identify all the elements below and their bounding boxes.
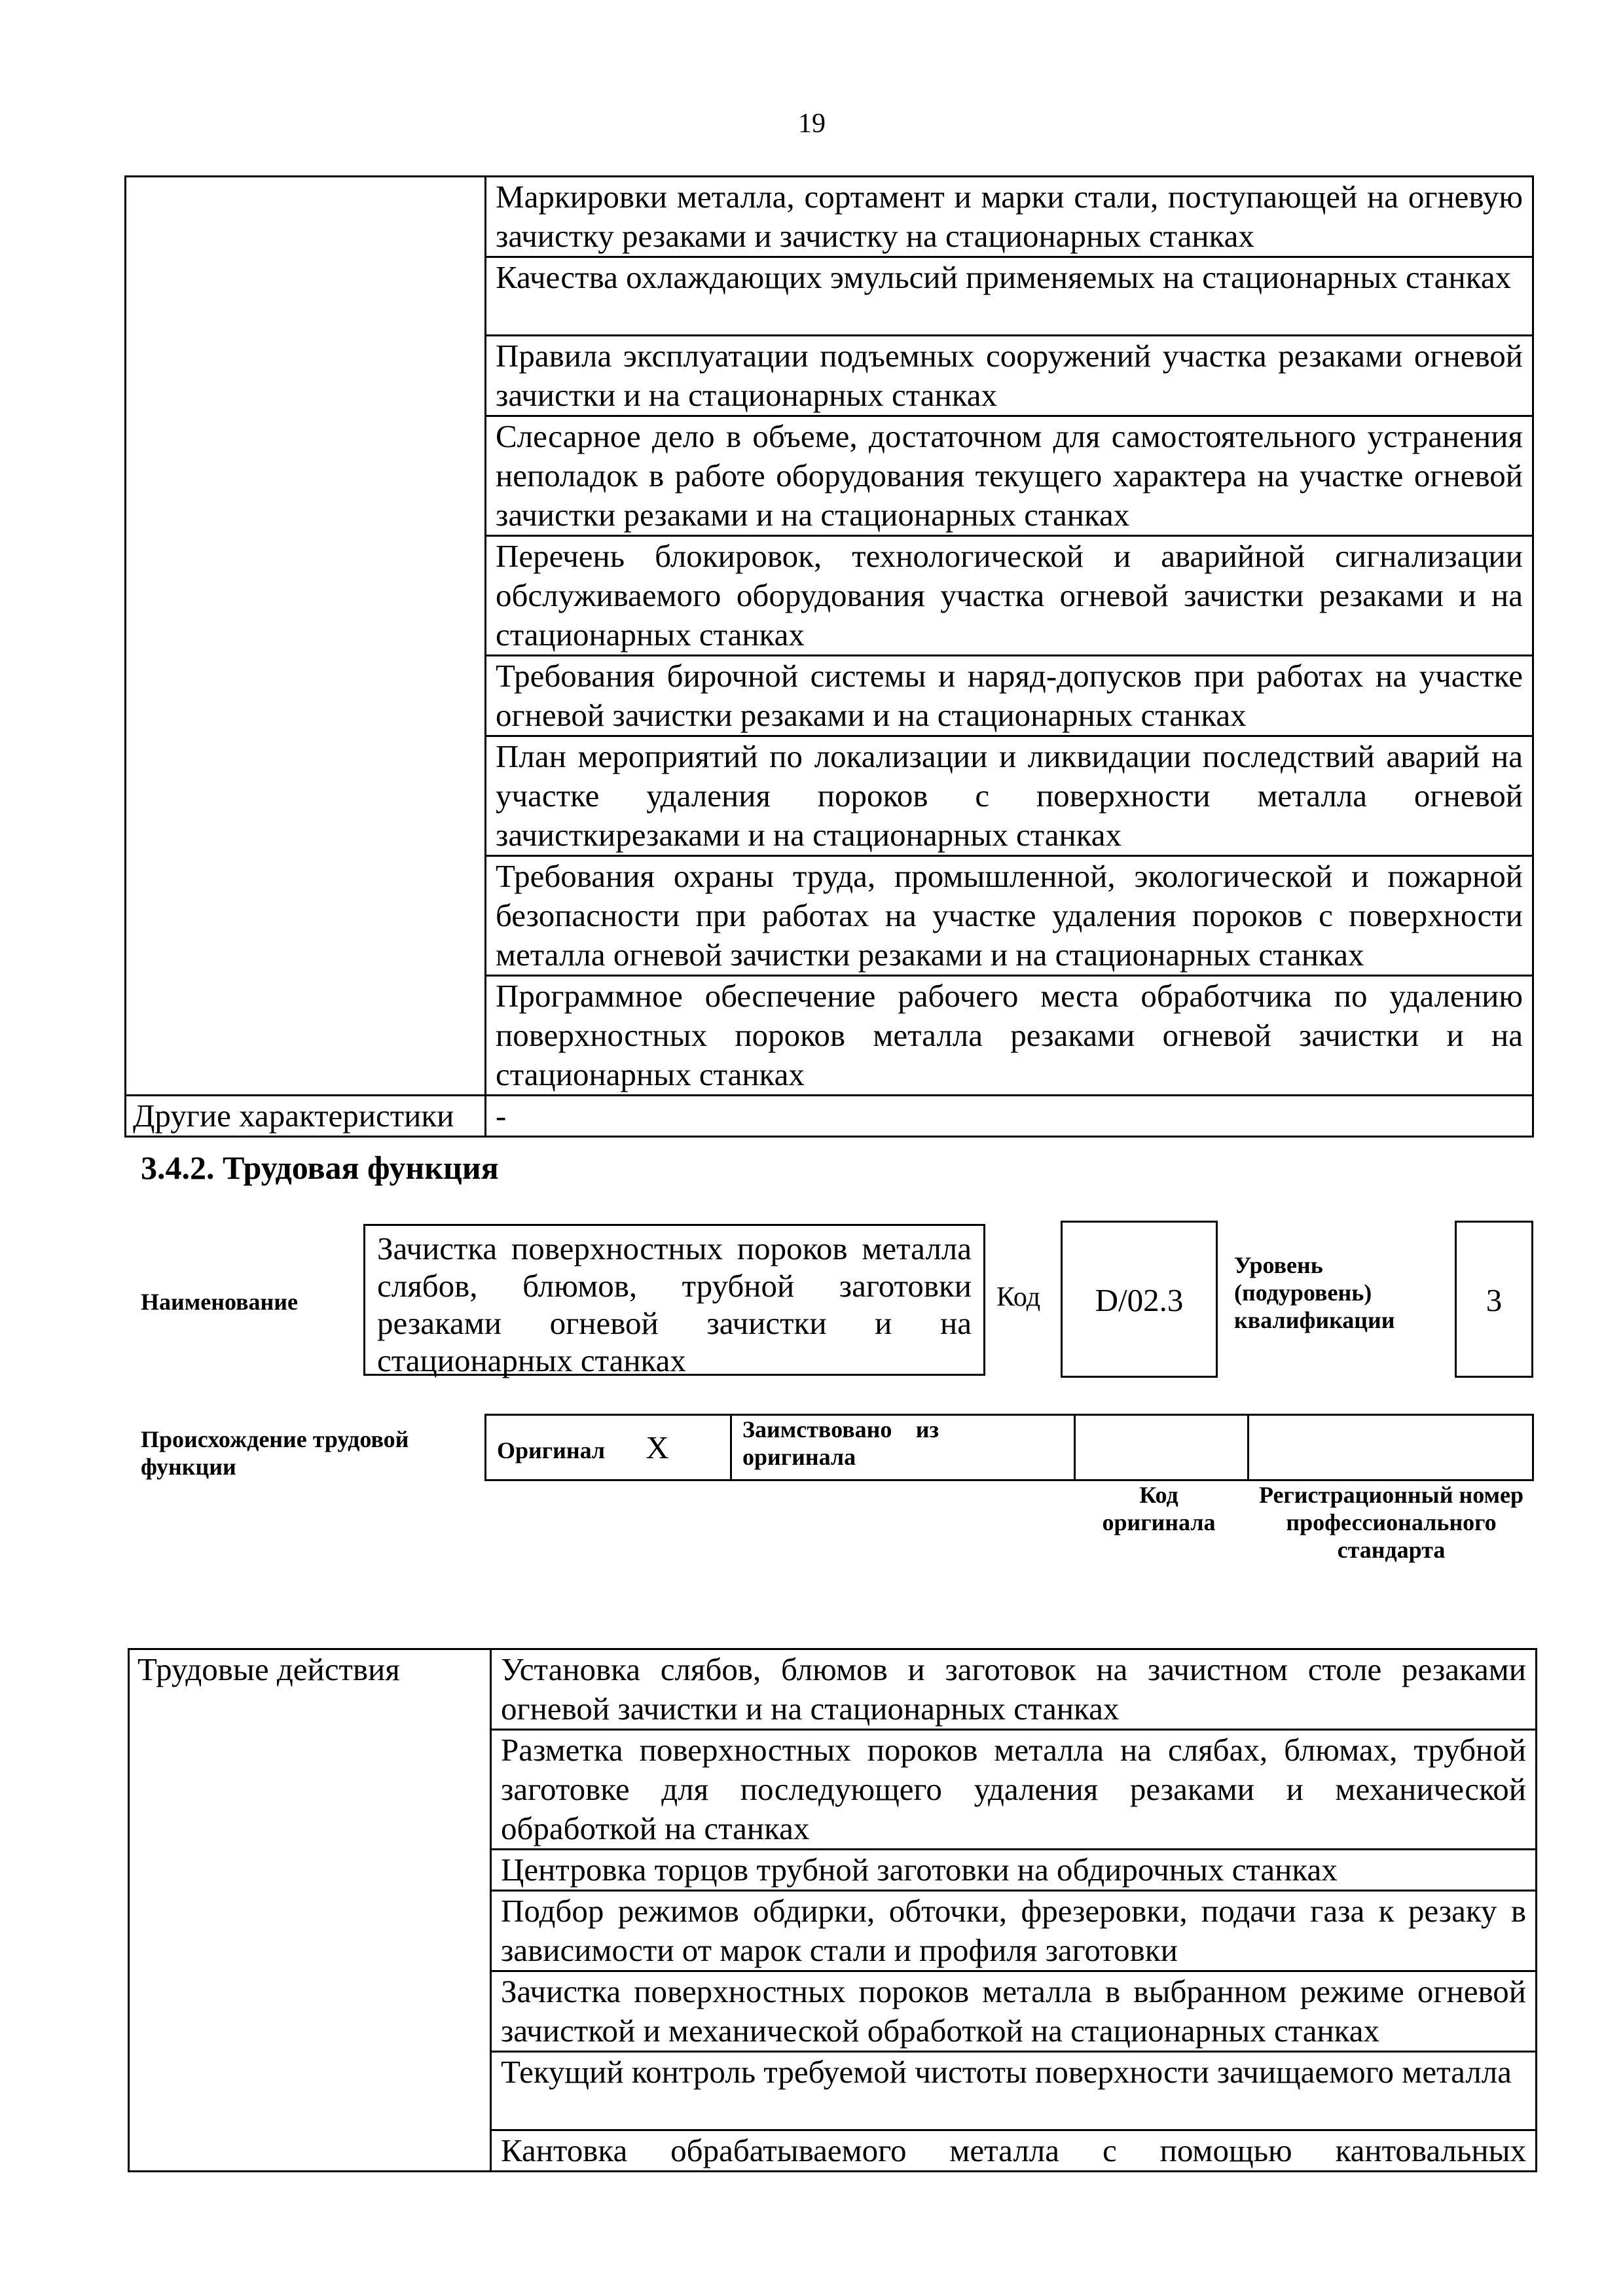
level-label: Уровень (подуровень) квалификации xyxy=(1234,1252,1395,1333)
knowledge-item: Качества охлаждающих эмульсий применяемых на стационарных станках xyxy=(486,257,1533,336)
action-item: Кантовка обрабатываемого металла с помощью кантовальных xyxy=(491,2130,1537,2172)
code-value: D/02.3 xyxy=(1095,1282,1184,1318)
actions-table xyxy=(128,1648,1537,2172)
level-value: 3 xyxy=(1486,1282,1503,1318)
origin-code-cell xyxy=(1075,1415,1249,1480)
knowledge-table xyxy=(124,175,1534,1138)
action-item: Подбор режимов обдирки, обточки, фрезеровки, подачи газа к резаку в зависимости от марок стали и профиля заготовки xyxy=(491,1891,1537,1971)
knowledge-item: Требования бирочной системы и наряд-допусков при работах на участке огневой зачистки резаками и на стационарных станках xyxy=(486,656,1533,736)
knowledge-item: Программное обеспечение рабочего места обработчика по удалению поверхностных пороков металла резаками огневой зачистки и на стационарных станках xyxy=(486,976,1533,1096)
borrowed-label: Заимствовано из оригинала xyxy=(742,1416,939,1470)
reg-number-caption: Регистрационный номер профессионального стандарта xyxy=(1258,1482,1524,1563)
knowledge-item: Слесарное дело в объеме, достаточном для самостоятельного устранения неполадок в работе оборудования текущего характера на участке огневой зачистки резаками и на стационарных станках xyxy=(486,416,1533,536)
section-heading: 3.4.2. Трудовая функция xyxy=(141,1149,499,1186)
code-box xyxy=(1061,1221,1218,1378)
name-label: Наименование xyxy=(141,1289,298,1315)
origin-table xyxy=(484,1414,1534,1481)
action-item: Зачистка поверхностных пороков металла в выбранном режиме огневой зачисткой и механической обработкой на стационарных станках xyxy=(491,1971,1537,2052)
level-box xyxy=(1455,1221,1533,1378)
action-item: Центровка торцов трубной заготовки на обдирочных станках xyxy=(491,1850,1537,1891)
actions-label: Трудовые действия xyxy=(129,1649,491,2172)
origin-original-cell xyxy=(486,1415,731,1480)
action-item: Текущий контроль требуемой чистоты поверхности зачищаемого металла xyxy=(491,2052,1537,2130)
knowledge-item: Перечень блокировок, технологической и аварийной сигнализации обслуживаемого оборудования участка огневой зачистки резаками и на стационарных станках xyxy=(486,536,1533,656)
knowledge-item: Требования охраны труда, промышленной, экологической и пожарной безопасности при работах на участке удаления пороков с поверхности металла огневой зачистки резаками и на стационарных станках xyxy=(486,856,1533,976)
origin-label: Происхождение трудовой функции xyxy=(141,1426,409,1480)
page-number: 19 xyxy=(798,109,826,139)
original-label: Оригинал xyxy=(497,1437,606,1463)
other-characteristics-value: - xyxy=(486,1096,1533,1137)
function-name: Зачистка поверхностных пороков металла слябов, блюмов, трубной заготовки резаками огневой зачистки и на стационарных станках xyxy=(377,1230,972,1378)
code-label: Код xyxy=(996,1282,1041,1312)
name-box xyxy=(363,1224,985,1376)
action-item: Установка слябов, блюмов и заготовок на зачистном столе резаками огневой зачистки и на стационарных станках xyxy=(491,1649,1537,1730)
knowledge-item: Маркировки металла, сортамент и марки стали, поступающей на огневую зачистку резаками и зачистку на стационарных станках xyxy=(486,177,1533,257)
knowledge-item: План мероприятий по локализации и ликвидации последствий аварий на участке удаления пороков с поверхности металла огневой зачисткирезаками и на стационарных станках xyxy=(486,736,1533,856)
action-item: Разметка поверхностных пороков металла на слябах, блюмах, трубной заготовке для последующего удаления резаками и механической обработкой на станках xyxy=(491,1730,1537,1850)
other-characteristics-label: Другие характеристики xyxy=(126,1096,486,1137)
code-original-caption: Код оригинала xyxy=(1102,1482,1216,1535)
knowledge-label-cell xyxy=(126,177,486,1096)
knowledge-item: Правила эксплуатации подъемных сооружений участка резаками огневой зачистки и на стационарных станках xyxy=(486,336,1533,416)
original-mark: X xyxy=(646,1429,669,1465)
origin-reg-cell xyxy=(1249,1415,1533,1480)
origin-borrowed-cell xyxy=(731,1415,1075,1480)
